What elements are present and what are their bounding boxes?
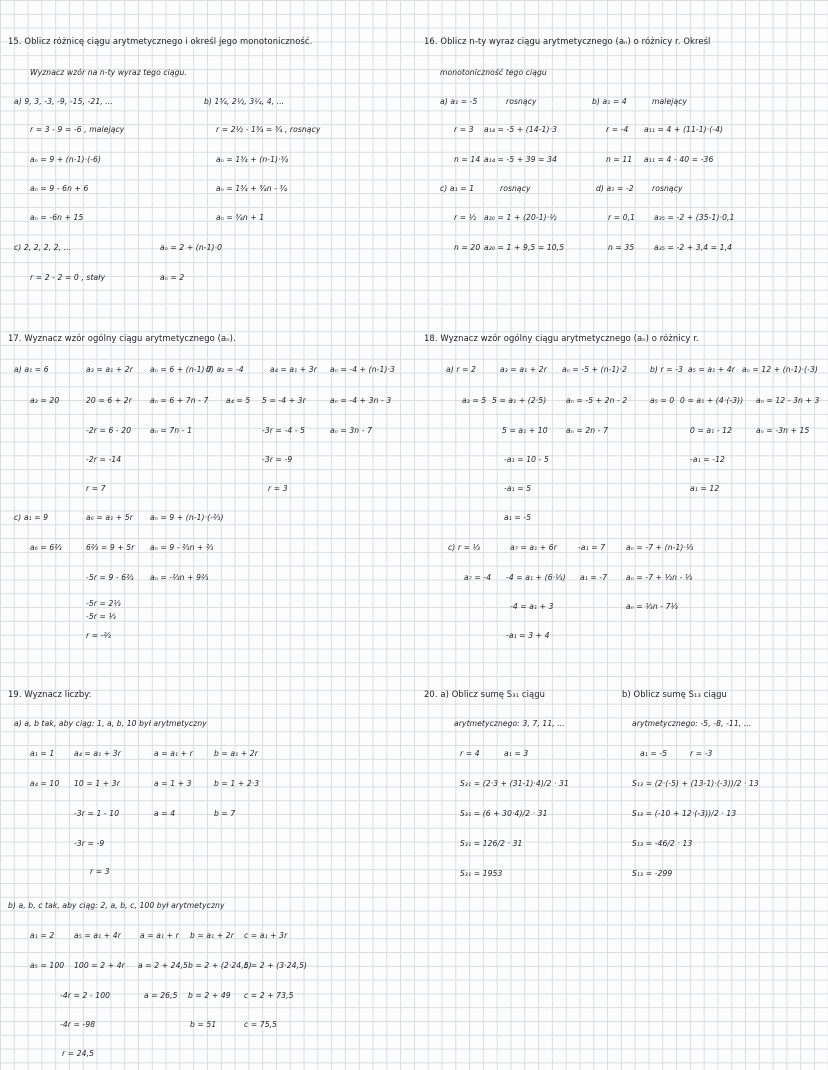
- ex17-a-col3: aₙ = 6 + (n-1)·7: [150, 365, 213, 374]
- ex17-a-line3c: aₙ = 7n - 1: [150, 426, 193, 435]
- ex18-b-head: b) r = -3: [650, 365, 683, 374]
- ex19-b-row1-col1: a₁ = 2: [30, 931, 55, 940]
- ex18-a-head: a) r = 2: [446, 365, 476, 374]
- ex17-b-line2c: aₙ = -4 + 3n - 3: [330, 396, 392, 405]
- ex17-a-head: a) a₁ = 6: [14, 365, 49, 374]
- ex19-a-row2-col3: a = 1 + 3: [154, 779, 192, 788]
- ex18-c-line4: -a₁ = 3 + 4: [506, 631, 550, 640]
- ex17-b-head: b) a₂ = -4: [206, 365, 244, 374]
- exercise-18-title: 18. Wyznacz wzór ogólny ciągu arytmetycznego (aₙ) o różnicy r.: [424, 333, 699, 343]
- ex15-a-formula-1: aₙ = 9 + (n-1)·(-6): [30, 155, 102, 164]
- ex18-c-line2b: -4 = a₁ + (6·⅓): [506, 573, 566, 582]
- ex15-b-formula-2: aₙ = 1¾ + ¾n - ¾: [216, 184, 287, 193]
- ex19-b-row3-col2: -4r = 2 - 100: [60, 991, 111, 1000]
- ex17-b-col3: aₙ = -4 + (n-1)·3: [330, 365, 395, 374]
- ex18-a-line6: a₁ = -5: [504, 513, 532, 522]
- exercise-16-title: 16. Oblicz n-ty wyraz ciągu arytmetycznego (aₙ) o różnicy r. Określ: [424, 36, 711, 46]
- exercise-20-a-title: 20. a) Oblicz sumę S₃₁ ciągu: [424, 689, 546, 699]
- ex18-c-col2: a₇ = a₁ + 6r: [510, 543, 557, 552]
- ex17-c-col2: a₆ = a₁ + 5r: [86, 513, 133, 522]
- ex19-b-row2-col4: b = 2 + (2·24,5): [188, 961, 252, 970]
- ex15-a-sequence: a) 9, 3, -3, -9, -15, -21, ...: [14, 97, 113, 106]
- ex17-b-line2: a₄ = 5: [226, 396, 251, 405]
- ex20-a-result: S₃₁ = 1953: [460, 869, 503, 878]
- ex19-a-row4-col2: -3r = -9: [74, 839, 105, 848]
- ex16-d-head: d) a₁ = -2: [596, 184, 634, 193]
- exercise-19-title: 19. Wyznacz liczby:: [8, 689, 92, 699]
- ex16-c-monotonicity: rosnący: [500, 184, 531, 193]
- ex20-a-a1: a₁ = 3: [504, 749, 529, 758]
- ex17-c-line5: r = -⅔: [86, 631, 112, 640]
- ex16-b-n: n = 11: [606, 155, 633, 164]
- ex17-a-line5: r = 7: [86, 484, 106, 493]
- ex17-a-line2b: 20 = 6 + 2r: [86, 396, 132, 405]
- ex19-a-row5-col2: r = 3: [90, 867, 110, 876]
- ex20-b-formula-2: S₁₃ = (-10 + 12·(-3))/2 · 13: [632, 809, 737, 818]
- ex19-a-row1-col3: a = a₁ + r: [154, 749, 193, 758]
- ex18-a-line5: -a₁ = 5: [504, 484, 532, 493]
- exercise-20-b-title: b) Oblicz sumę S₁₃ ciągu: [622, 689, 727, 699]
- ex17-b-line4: -3r = -9: [262, 455, 293, 464]
- exercise-17-title: 17. Wyznacz wzór ogólny ciągu arytmetycznego (aₙ).: [8, 333, 236, 343]
- ex17-c-col3: aₙ = 9 + (n-1)·(-⅔): [150, 513, 224, 522]
- ex16-b-head: b) a₁ = 4: [592, 97, 627, 106]
- ex16-d-n: n = 35: [608, 243, 635, 252]
- ex17-b-line3: -3r = -4 - 5: [262, 426, 306, 435]
- ex18-b-col3: aₙ = 12 + (n-1)·(-3): [742, 365, 818, 374]
- ex18-c-head: c) r = ⅓: [448, 543, 481, 552]
- ex16-b-monotonicity: malejący: [652, 97, 688, 106]
- ex17-c-line3: -5r = 9 - 6⅔: [86, 573, 134, 582]
- ex20-b-subtitle: arytmetycznego: -5, -8, -11, ...: [632, 719, 752, 728]
- ex19-a-row2-col1: a₄ = 10: [30, 779, 60, 788]
- ex19-b-row4-col5: c = 75,5: [244, 1020, 278, 1029]
- ex18-c-line3: -4 = a₁ + 3: [510, 602, 554, 611]
- ex19-b-row1-col3: a = a₁ + r: [140, 931, 179, 940]
- ex16-d-r: r = 0,1: [608, 213, 636, 222]
- ex19-b-row3-col5: c = 2 + 73,5: [244, 991, 294, 1000]
- ex15-b-difference: r = 2½ - 1¾ = ¾ , rosnący: [216, 125, 321, 134]
- ex18-a-line2: a₃ = 5: [462, 396, 487, 405]
- ex16-b-r: r = -4: [606, 125, 629, 134]
- exercise-15-subtitle: Wyznacz wzór na n-ty wyraz tego ciągu.: [30, 68, 187, 77]
- ex15-c-sequence: c) 2, 2, 2, 2, ...: [14, 243, 72, 252]
- ex17-a-col2: a₃ = a₁ + 2r: [86, 365, 133, 374]
- ex19-b-row1-col4: b = a₁ + 2r: [190, 931, 234, 940]
- ex19-a-row2-col4: b = 1 + 2·3: [214, 779, 260, 788]
- ex19-a-row2-col2: 10 = 1 + 3r: [74, 779, 120, 788]
- ex16-a-n: n = 14: [454, 155, 481, 164]
- ex17-b-line3c: aₙ = 3n - 7: [330, 426, 373, 435]
- ex18-a-line4: -a₁ = 10 - 5: [504, 455, 549, 464]
- ex18-c-line2d: aₙ = -7 + ⅓n - ⅓: [626, 573, 693, 582]
- ex18-b-line2b: 0 = a₁ + (4·(-3)): [680, 396, 744, 405]
- ex16-c-r: r = ½: [454, 213, 477, 222]
- ex19-a-row3-col3: a = 4: [154, 809, 176, 818]
- ex17-a-line4: -2r = -14: [86, 455, 122, 464]
- ex18-c-col3: aₙ = -7 + (n-1)·⅓: [626, 543, 694, 552]
- ex20-b-result: S₁₃ = -299: [632, 869, 673, 878]
- ex15-a-formula-3: aₙ = -6n + 15: [30, 213, 84, 222]
- ex17-c-line4b: -5r = ⅓: [86, 612, 116, 621]
- ex18-b-line3: 0 = a₁ - 12: [690, 426, 733, 435]
- ex18-c-line3c: aₙ = ⅓n - 7⅓: [626, 602, 679, 611]
- ex15-b-formula-1: aₙ = 1¾ + (n-1)·¾: [216, 155, 289, 164]
- ex19-a-row3-col2: -3r = 1 - 10: [74, 809, 120, 818]
- ex16-a-r: r = 3: [454, 125, 474, 134]
- exercise-15-title: 15. Oblicz różnicę ciągu arytmetycznego i określ jego monotoniczność.: [8, 36, 313, 46]
- ex17-a-line2: a₃ = 20: [30, 396, 60, 405]
- ex18-a-line2c: aₙ = -5 + 2n - 2: [566, 396, 628, 405]
- ex17-a-line3: -2r = 6 - 20: [86, 426, 132, 435]
- ex20-a-r: r = 4: [460, 749, 480, 758]
- ex17-b-col2: a₄ = a₁ + 3r: [270, 365, 317, 374]
- ex17-c-head: c) a₁ = 9: [14, 513, 49, 522]
- ex16-d-formula-2: a₃₅ = -2 + 3,4 = 1,4: [654, 243, 733, 252]
- ex17-c-line2b: 6⅔ = 9 + 5r: [86, 543, 135, 552]
- exercise-16-subtitle: monotoniczność tego ciągu: [440, 68, 547, 77]
- ex17-a-line2c: aₙ = 6 + 7n - 7: [150, 396, 209, 405]
- ex16-c-formula-2: a₂₀ = 1 + 9,5 = 10,5: [484, 243, 565, 252]
- ex18-a-col3: aₙ = -5 + (n-1)·2: [562, 365, 627, 374]
- ex16-a-formula-1: a₁₄ = -5 + (14-1)·3: [484, 125, 557, 134]
- ex20-a-formula-2: S₃₁ = (6 + 30·4)/2 · 31: [460, 809, 548, 818]
- ex15-c-formula-1: aₙ = 2 + (n-1)·0: [160, 243, 223, 252]
- ex19-b-row3-col3: a = 26,5: [144, 991, 178, 1000]
- ex19-a-row1-col1: a₁ = 1: [30, 749, 55, 758]
- ex15-c-difference: r = 2 - 2 = 0 , stały: [30, 273, 106, 282]
- ex18-c-col2b: -a₁ = 7: [578, 543, 606, 552]
- ex19-b-row3-col4: b = 2 + 49: [188, 991, 231, 1000]
- ex16-d-formula-1: a₃₅ = -2 + (35-1)·0,1: [654, 213, 735, 222]
- ex15-a-formula-2: aₙ = 9 - 6n + 6: [30, 184, 89, 193]
- ex19-a-row3-col4: b = 7: [214, 809, 236, 818]
- ex19-b-row4-col4: b = 51: [190, 1020, 217, 1029]
- ex19-b-title: b) a, b, c tak, aby ciąg: 2, a, b, c, 100 był arytmetyczny: [8, 901, 225, 910]
- ex16-b-formula-2: a₁₁ = 4 - 40 = -36: [644, 155, 714, 164]
- ex20-a-formula-1: S₃₁ = (2·3 + (31-1)·4)/2 · 31: [460, 779, 569, 788]
- ex15-b-sequence: b) 1¾, 2½, 3¼, 4, ...: [204, 97, 285, 106]
- ex19-b-row2-col3: a = 2 + 24,5: [138, 961, 188, 970]
- ex20-a-formula-3: S₃₁ = 126/2 · 31: [460, 839, 523, 848]
- ex19-b-row2-col2: 100 = 2 + 4r: [74, 961, 125, 970]
- ex19-b-row4-col2: -4r = -98: [60, 1020, 96, 1029]
- ex18-b-col2: a₅ = a₁ + 4r: [688, 365, 735, 374]
- ex19-b-row1-col5: c = a₁ + 3r: [244, 931, 288, 940]
- ex17-c-line4: -5r = 2⅓: [86, 599, 121, 608]
- ex16-d-monotonicity: rosnący: [652, 184, 683, 193]
- ex18-b-line2: a₅ = 0: [650, 396, 675, 405]
- ex16-c-formula-1: a₂₀ = 1 + (20-1)·½: [484, 213, 557, 222]
- ex18-b-line5: a₁ = 12: [690, 484, 720, 493]
- ex18-a-line2b: 5 = a₁ + (2·5): [492, 396, 547, 405]
- ex16-a-formula-2: a₁₄ = -5 + 39 = 34: [484, 155, 558, 164]
- ex16-a-monotonicity: rosnący: [506, 97, 537, 106]
- ex20-a-subtitle: arytmetycznego: 3, 7, 11, ...: [454, 719, 565, 728]
- ex17-b-line5: r = 3: [268, 484, 288, 493]
- ex15-b-formula-3: aₙ = ¾n + 1: [216, 213, 265, 222]
- ex20-b-formula-1: S₁₃ = (2·(-5) + (13-1)·(-3))/2 · 13: [632, 779, 759, 788]
- ex19-b-row5-col2: r = 24,5: [62, 1049, 95, 1058]
- ex19-a-title: a) a, b tak, aby ciąg: 1, a, b, 10 był arytmetyczny: [14, 719, 207, 728]
- ex19-b-row1-col2: a₅ = a₁ + 4r: [74, 931, 121, 940]
- ex18-b-line3c: aₙ = -3n + 15: [756, 426, 810, 435]
- ex15-a-difference: r = 3 - 9 = -6 , malejący: [30, 125, 125, 134]
- ex20-b-formula-3: S₁₃ = -46/2 · 13: [632, 839, 693, 848]
- ex19-a-row1-col4: b = a₁ + 2r: [214, 749, 258, 758]
- ex17-c-line3c: aₙ = -⅔n + 9⅔: [150, 573, 209, 582]
- ex16-c-n: n = 20: [454, 243, 481, 252]
- ex18-a-line3: 5 = a₁ + 10: [502, 426, 548, 435]
- ex18-a-line3c: aₙ = 2n - 7: [566, 426, 609, 435]
- ex16-a-head: a) a₁ = -5: [440, 97, 478, 106]
- ex17-c-line2: a₆ = 6⅔: [30, 543, 62, 552]
- ex18-c-line2: a₇ = -4: [464, 573, 492, 582]
- ex19-b-row2-col1: a₅ = 100: [30, 961, 65, 970]
- ex15-c-formula-2: aₙ = 2: [160, 273, 185, 282]
- ex18-c-line2c: a₁ = -7: [580, 573, 608, 582]
- ex16-c-head: c) a₁ = 1: [440, 184, 475, 193]
- ex17-c-line2c: aₙ = 9 - ⅔n + ⅔: [150, 543, 214, 552]
- ex19-b-row2-col5: c = 2 + (3·24,5): [244, 961, 308, 970]
- ex20-b-r: r = -3: [690, 749, 713, 758]
- ex16-b-formula-1: a₁₁ = 4 + (11-1)·(-4): [644, 125, 724, 134]
- ex18-b-line4: -a₁ = -12: [690, 455, 725, 464]
- ex18-b-line2c: aₙ = 12 - 3n + 3: [756, 396, 820, 405]
- ex18-a-col2: a₃ = a₁ + 2r: [500, 365, 547, 374]
- ex19-a-row1-col2: a₄ = a₁ + 3r: [74, 749, 121, 758]
- ex20-b-a1: a₁ = -5: [640, 749, 668, 758]
- ex17-b-line2b: 5 = -4 + 3r: [262, 396, 306, 405]
